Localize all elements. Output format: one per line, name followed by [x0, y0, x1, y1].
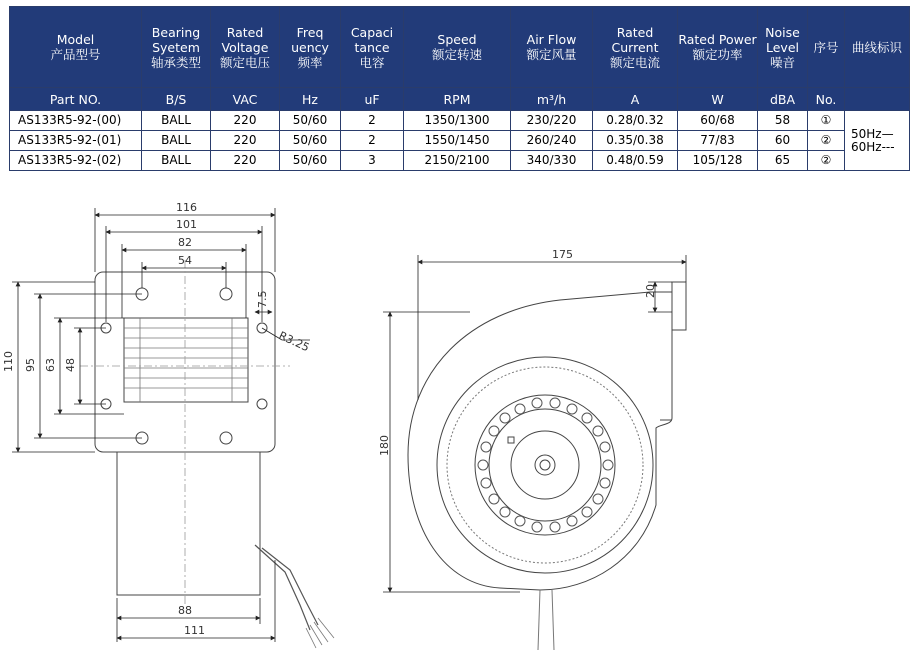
technical-drawing [0, 180, 917, 650]
table-cell: BALL [142, 131, 211, 151]
scroll-housing [408, 292, 672, 590]
dim-left-54: 54 [178, 254, 192, 267]
unit-cell: m³/h [511, 88, 593, 111]
dim-left-88: 88 [178, 604, 192, 617]
dim-left-r3-25: R3.25 [276, 328, 312, 355]
table-cell: 50/60 [280, 131, 341, 151]
table-cell: 3 [341, 151, 404, 171]
table-cell: BALL [142, 111, 211, 131]
header-bearing: Bearing Syetem 轴承类型 [142, 7, 211, 88]
table-cell: 50/60 [280, 151, 341, 171]
table-cell: 340/330 [511, 151, 593, 171]
table-cell: AS133R5-92-(02) [10, 151, 142, 171]
unit-cell: No. [808, 88, 845, 111]
table-cell: ② [808, 131, 845, 151]
table-cell: 60 [758, 131, 808, 151]
dim-left-63: 63 [44, 358, 57, 372]
outlet-flange [672, 282, 686, 330]
dim-right-175: 175 [552, 248, 573, 261]
table-cell: 1350/1300 [404, 111, 511, 131]
side-view [408, 282, 686, 650]
motor-body [117, 435, 260, 595]
table-cell: 77/83 [678, 131, 758, 151]
unit-cell: Part NO. [10, 88, 142, 111]
table-cell: 60/68 [678, 111, 758, 131]
table-cell: 65 [758, 151, 808, 171]
table-cell: 1550/1450 [404, 131, 511, 151]
units-row [10, 88, 910, 111]
table-cell: 0.35/0.38 [593, 131, 678, 151]
table-cell: 220 [211, 111, 280, 131]
table-cell: 105/128 [678, 151, 758, 171]
header-power: Rated Power 额定功率 [678, 7, 758, 88]
dim-left-111: 111 [184, 624, 205, 637]
curve-legend-60hz: 60Hz--- [851, 139, 895, 154]
table-cell: 0.48/0.59 [593, 151, 678, 171]
curve-legend-50hz: 50Hz— [851, 126, 894, 141]
dim-right-180: 180 [378, 435, 391, 456]
header-seq: 序号 [808, 7, 845, 88]
unit-cell: VAC [211, 88, 280, 111]
dim-left-7-5: 7.5 [256, 290, 269, 308]
table-cell: 260/240 [511, 131, 593, 151]
side-cable [538, 590, 554, 650]
dim-left-95: 95 [24, 358, 37, 372]
header-current: Rated Current 额定电流 [593, 7, 678, 88]
spec-table [9, 6, 910, 171]
table-cell: 2 [341, 111, 404, 131]
unit-cell: A [593, 88, 678, 111]
curve-legend [845, 111, 910, 171]
unit-cell: uF [341, 88, 404, 111]
dim-left-110: 110 [2, 351, 15, 372]
unit-cell: B/S [142, 88, 211, 111]
table-cell: 2 [341, 131, 404, 151]
unit-cell [845, 88, 910, 111]
outlet-grille [124, 318, 248, 402]
table-cell: AS133R5-92-(01) [10, 131, 142, 151]
header-speed: Speed 额定转速 [404, 7, 511, 88]
header-voltage: Rated Voltage 额定电压 [211, 7, 280, 88]
table-cell: 0.28/0.32 [593, 111, 678, 131]
unit-cell: dBA [758, 88, 808, 111]
header-curve: 曲线标识 [845, 7, 910, 88]
table-cell: AS133R5-92-(00) [10, 111, 142, 131]
table-cell: 220 [211, 131, 280, 151]
table-cell: 58 [758, 111, 808, 131]
header-row [10, 7, 910, 88]
header-capacitance: Capaci tance 电容 [341, 7, 404, 88]
table-row [10, 151, 910, 171]
table-row [10, 111, 910, 131]
unit-cell: Hz [280, 88, 341, 111]
unit-cell: W [678, 88, 758, 111]
table-cell: BALL [142, 151, 211, 171]
table-cell: ② [808, 151, 845, 171]
dim-left-82: 82 [178, 236, 192, 249]
header-airflow: Air Flow 额定风量 [511, 7, 593, 88]
table-cell: 50/60 [280, 111, 341, 131]
table-cell: ① [808, 111, 845, 131]
table-cell: 2150/2100 [404, 151, 511, 171]
header-frequency: Freq uency 频率 [280, 7, 341, 88]
unit-cell: RPM [404, 88, 511, 111]
header-model: Model 产品型号 [10, 7, 142, 88]
table-cell: 220 [211, 151, 280, 171]
table-row [10, 131, 910, 151]
dim-left-101: 101 [176, 218, 197, 231]
dim-left-116: 116 [176, 201, 197, 214]
table-cell: 230/220 [511, 111, 593, 131]
dim-left-48: 48 [64, 358, 77, 372]
header-noise: Noise Level 噪音 [758, 7, 808, 88]
dim-right-20: 20 [644, 284, 657, 298]
